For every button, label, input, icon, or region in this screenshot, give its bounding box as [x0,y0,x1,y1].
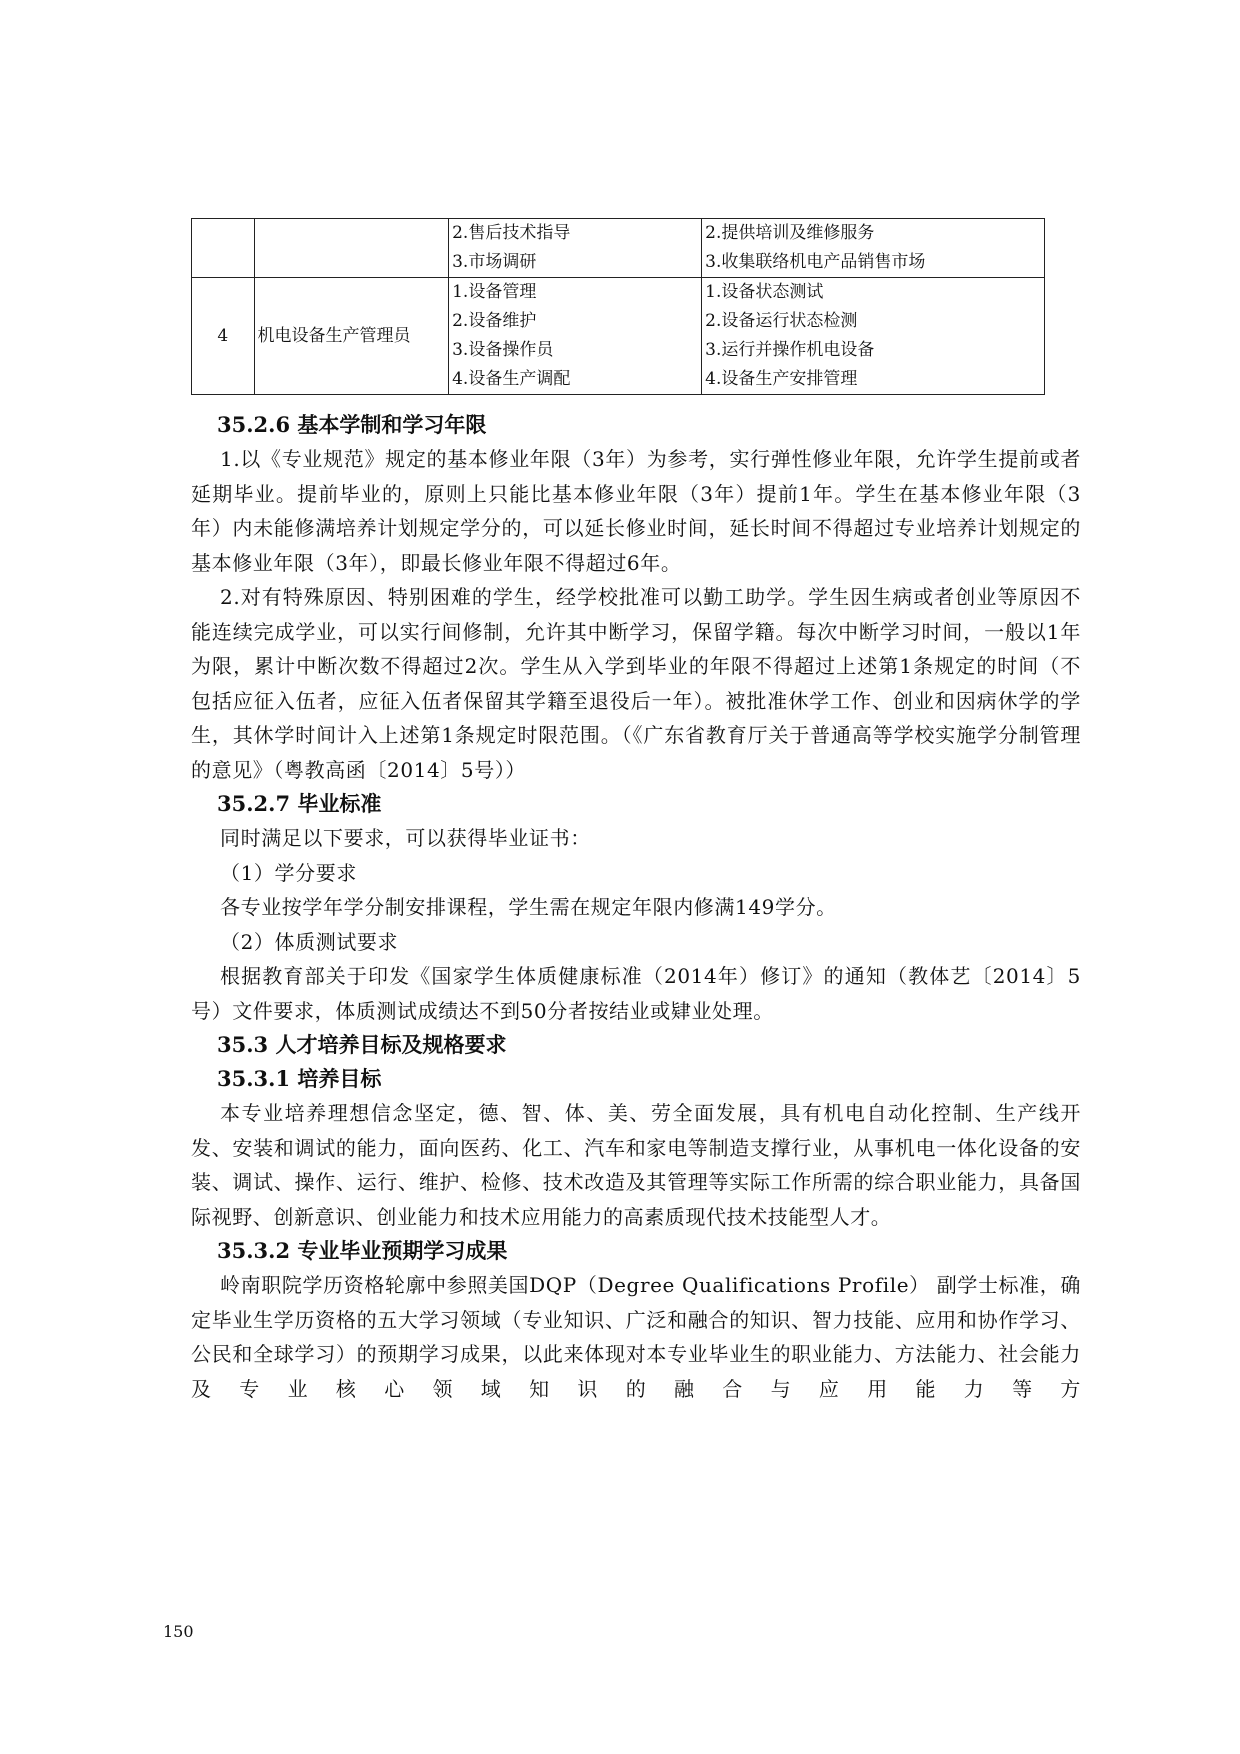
task-item: 2.设备维护 [452,311,537,331]
paragraph: 1.以《专业规范》规定的基本修业年限（3年）为参考，实行弹性修业年限，允许学生提前或者延期毕业。提前毕业的，原则上只能比基本修业年限（3年）提前1年。学生在基本修业年限（3年）内未能修满培养计划规定学分的，可以延长修业时间，延长时间不得超过专业培养计划规定的基本修业年限（3年），即最长修业年限不得超过6年。 [191,447,1081,575]
ability-item: 3.收集联络机电产品销售市场 [705,252,926,272]
section-heading-35-3-1: 35.3.1 培养目标 [217,1066,382,1091]
paragraph: 2.对有特殊原因、特别困难的学生，经学校批准可以勤工助学。学生因生病或者创业等原因不能连续完成学业，可以实行间修制，允许其中断学习，保留学籍。每次中断学习时间，一般以1年为限，累计中断次数不得超过2次。学生从入学到毕业的年限不得超过上述第1条规定的时间（不包括应征入伍者，应征入伍者保留其学籍至退役后一年）。被批准休学工作、创业和因病休学的学生，其休学时间计入上述第1条规定时限范围。（《广东省教育厅关于普通高等学校实施学分制管理的意见》（粤教高函〔2014〕5号）） [191,585,1081,782]
tasks-cell [449,219,702,278]
ability-item: 2.设备运行状态检测 [705,311,858,331]
paragraph: 根据教育部关于印发《国家学生体质健康标准（2014年）修订》的通知（教体艺〔2014〕5号）文件要求，体质测试成绩达不到50分者按结业或肄业处理。 [191,964,1081,1023]
job-positions-table [191,218,1045,395]
table-row [192,278,1045,395]
abilities-cell [702,219,1045,278]
task-item: 2.售后技术指导 [452,223,571,243]
ability-item: 4.设备生产安排管理 [705,369,858,389]
task-item: 4.设备生产调配 [452,369,571,389]
task-item: 1.设备管理 [452,282,537,302]
ability-item: 1.设备状态测试 [705,282,824,302]
section-heading-35-3-2: 35.3.2 专业毕业预期学习成果 [217,1238,508,1263]
paragraph: 各专业按学年学分制安排课程，学生需在规定年限内修满149学分。 [220,895,837,919]
section-heading-35-2-7: 35.2.7 毕业标准 [217,791,382,816]
task-item: 3.设备操作员 [452,340,554,360]
page-number: 150 [163,1622,194,1641]
ability-item: 3.运行并操作机电设备 [705,340,875,360]
paragraph: 岭南职院学历资格轮廓中参照美国DQP（Degree Qualifications Profile） 副学士标准，确定毕业生学历资格的五大学习领域（专业知识、广泛和融合的知识、智力技能、应用和协作学习、公民和全球学习）的预期学习成果，以此来体现对本专业毕业生的职业能力、方法能力、社会能力及专业核心领域知识的融合与应用能力等方 [191,1273,1081,1401]
ability-item: 2.提供培训及维修服务 [705,223,875,243]
row-number-cell: 4 [192,278,255,395]
requirement-title: （2）体质测试要求 [220,929,399,954]
paragraph: 本专业培养理想信念坚定，德、智、体、美、劳全面发展，具有机电自动化控制、生产线开发、安装和调试的能力，面向医药、化工、汽车和家电等制造支撑行业，从事机电一体化设备的安装、调试、操作、运行、维护、检修、技术改造及其管理等实际工作所需的综合职业能力，具备国际视野、创新意识、创业能力和技术应用能力的高素质现代技术技能型人才。 [191,1101,1081,1229]
table-row [192,219,1045,278]
position-cell: 机电设备生产管理员 [254,278,449,395]
position-cell [254,219,449,278]
abilities-cell [702,278,1045,395]
document-body [191,408,1081,1406]
tasks-cell [449,278,702,395]
task-item: 3.市场调研 [452,252,537,272]
section-heading-35-2-6: 35.2.6 基本学制和学习年限 [217,412,487,437]
section-heading-35-3: 35.3 人才培养目标及规格要求 [217,1032,507,1057]
requirement-title: （1）学分要求 [220,860,357,885]
paragraph: 同时满足以下要求，可以获得毕业证书： [220,826,591,850]
row-number-cell [192,219,255,278]
